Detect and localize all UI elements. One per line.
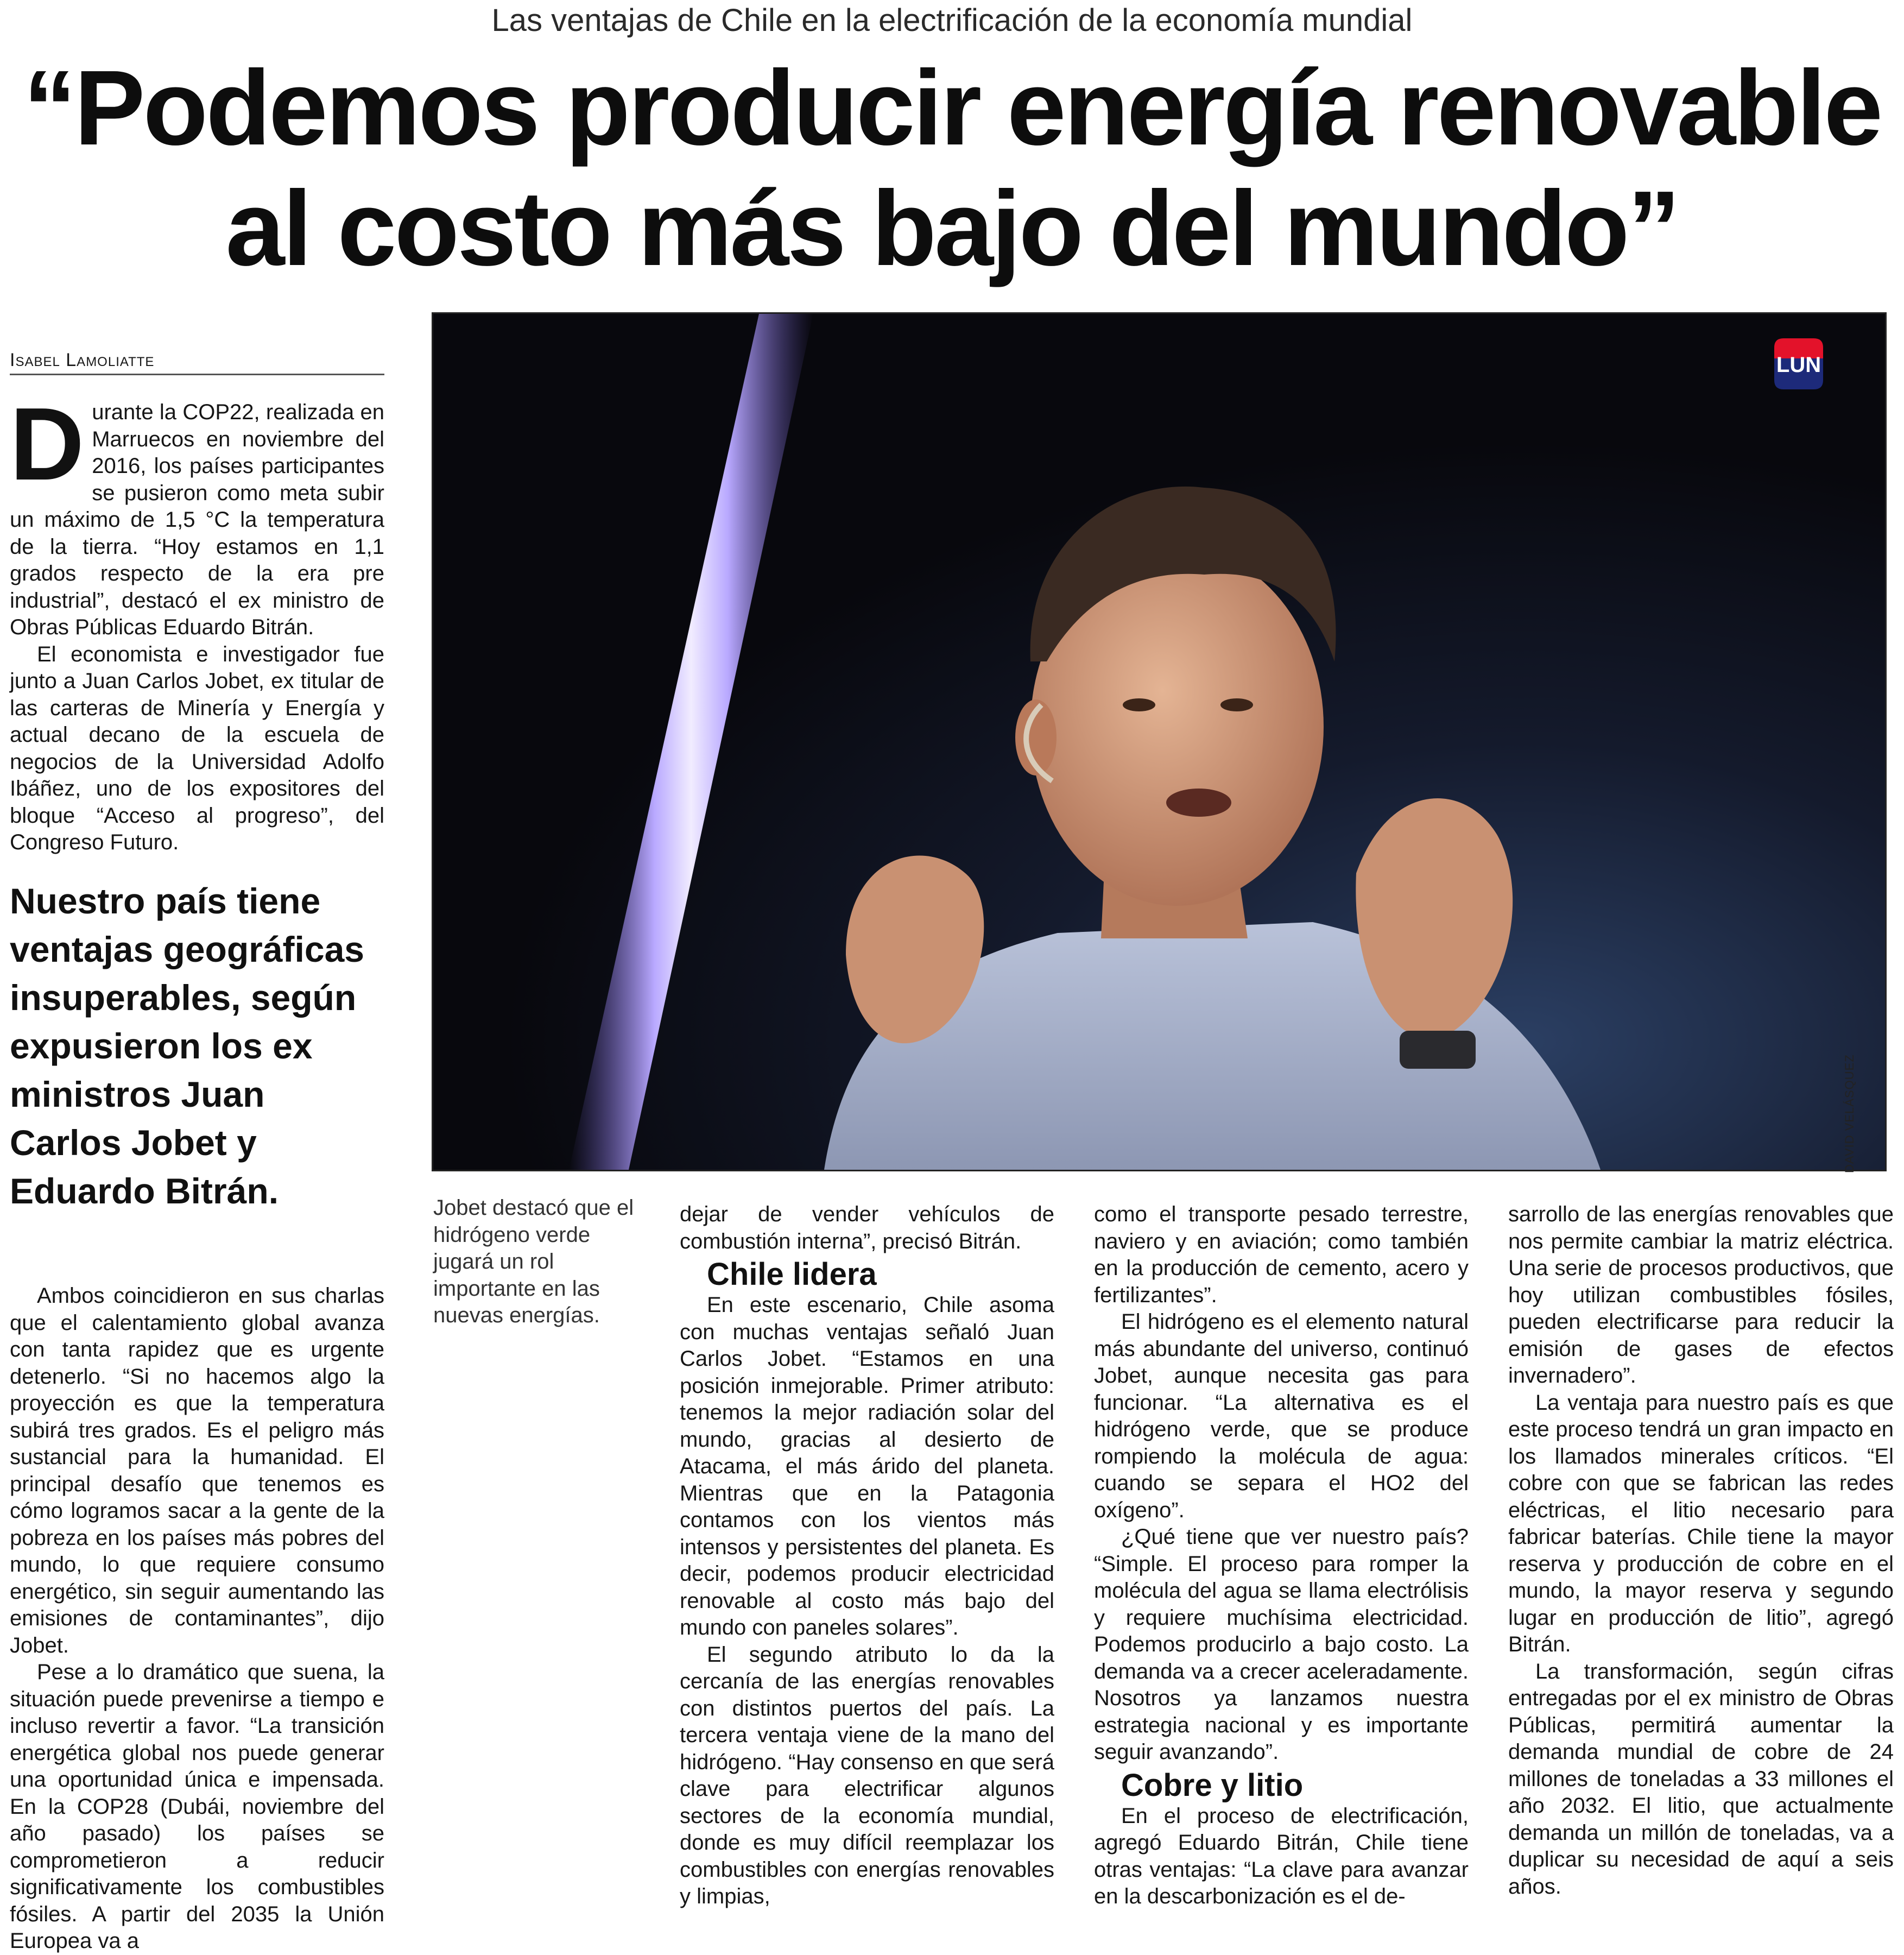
drop-cap: D	[10, 387, 85, 502]
column-2	[680, 1201, 1054, 1910]
speaker-photo-illustration	[433, 314, 1885, 1170]
paragraph: La transformación, según cifras entregadas por el ex ministro de Obras Públicas, permitirá aumentar la demanda mundial de cobre de 24 millones de toneladas a 33 millones el año 2032. El litio, que actualmente demanda un millón de toneladas, va a duplicar su necesidad de aquí a seis años.	[1508, 1659, 1894, 1899]
column-4	[1508, 1201, 1894, 1900]
speaker-mouth	[1166, 789, 1231, 817]
paragraph: dejar de vender vehículos de combustión interna”, precisó Bitrán.	[680, 1202, 1054, 1253]
column-3	[1094, 1201, 1469, 1910]
paragraph: ¿Qué tiene que ver nuestro país? “Simple. El proceso para romper la molécula del agua se llama electrólisis y requiere muchísima electricidad. Podemos producirlo a bajo costo. La demanda va a crecer aceleradamente. Nosotros ya lanzamos nuestra estrategia nacional y es importante seguir avanzando”.	[1094, 1525, 1469, 1764]
kicker: Las ventajas de Chile en la electrificación de la economía mundial	[491, 3, 1413, 38]
paragraph: como el transporte pesado terrestre, naviero y en aviación; como también en la producción de cemento, acero y fertilizantes”.	[1094, 1202, 1469, 1307]
paragraph: La ventaja para nuestro país es que este proceso tendrá un gran impacto en los llamados minerales críticos. “El cobre con que se fabrican las redes eléctricas, el litio necesario para fabricar baterías. Chile tiene la mayor reserva y producción de cobre en el mundo, la mayor reserva y segundo lugar en producción de litio”, agregó Bitrán.	[1508, 1390, 1894, 1656]
paragraph-text: urante la COP22, realizada en Marruecos en noviembre del 2016, los países participantes se pusieron como meta subir un máximo de 1,5 °C la temperatura de la tierra. “Hoy estamos en 1,1 grados respecto de la era pre industrial”, destacó el ex ministro de Obras Públicas Eduardo Bitrán.	[10, 400, 384, 639]
headline-line-2: al costo más bajo del mundo”	[225, 169, 1679, 288]
byline: Isabel Lamoliatte	[10, 348, 384, 375]
headline-line-1: “Podemos producir energía renovable	[23, 48, 1881, 167]
paragraph: El segundo atributo lo da la cercanía de las energías renovables con distintos puertos del país. La tercera ventaja viene de la mano del hidrógeno. “Hay consenso en que será clave para electrificar algunos sectores de la economía mundial, donde es muy difícil reemplazar los combustibles con energías renovables y limpias,	[680, 1642, 1054, 1908]
photo-credit: DAVID VELÁSQUEZ	[1843, 1054, 1856, 1173]
photo-caption: Jobet destacó que el hidrógeno verde jugará un rol importante en las nuevas energías.	[433, 1196, 634, 1327]
paragraph	[10, 387, 384, 641]
paragraph: El economista e investigador fue junto a Juan Carlos Jobet, ex titular de las carteras de Minería y Energía y actual decano de la escuela de negocios de la Universidad Adolfo Ibáñez, uno de los expositores del bloque “Acceso al progreso”, del Congreso Futuro.	[10, 642, 384, 854]
pull-quote: Nuestro país tiene ventajas geográficas insuperables, según expusieron los ex ministros Juan Carlos Jobet y Eduardo Bitrán.	[10, 881, 364, 1211]
column-1-bottom	[10, 1283, 384, 1955]
lun-logo	[1769, 334, 1829, 394]
article-photo	[432, 312, 1887, 1171]
paragraph: Pese a lo dramático que suena, la situación puede prevenirse a tiempo e incluso revertir a favor. “La transición energética global nos puede generar una oportunidad única e impensada. En la COP28 (Dubái, noviembre del año pasado) los países se comprometieron a reducir significativamente los combustibles fósiles. A partir del 2035 la Unión Europea va a	[10, 1660, 384, 1953]
paragraph: Ambos coincidieron en sus charlas que el calentamiento global avanza con tanta rapidez que es urgente detenerlo. “Si no hacemos algo la proyección es que la temperatura subirá tres grados. Es el peligro más sustancial para la humanidad. El principal desafío que tenemos es cómo logramos sacar a la gente de la pobreza en los países más pobres del mundo, lo que requiere consumo energético, sin seguir aumentando las emisiones de contaminantes”, dijo Jobet.	[10, 1284, 384, 1657]
subheading: Chile lidera	[707, 1257, 877, 1292]
logo-text: LUN	[1776, 353, 1821, 377]
paragraph: En este escenario, Chile asoma con muchas ventajas señaló Juan Carlos Jobet. “Estamos en una posición inmejorable. Primer atributo: tenemos la mejor radiación solar del mundo, gracias al desierto de Atacama, el más árido del planeta. Mientras que en la Patagonia contamos con los vientos más intensos y persistentes del planeta. Es decir, podemos producir electricidad renovable al costo más bajo del mundo con paneles solares”.	[680, 1293, 1054, 1639]
paragraph: sarrollo de las energías renovables que nos permite cambiar la matriz eléctrica. Una serie de procesos productivos, que hoy utilizan combustibles fósiles, pueden electrificarse para reducir la emisión de gases de efectos invernadero”.	[1508, 1202, 1894, 1388]
paragraph: El hidrógeno es el elemento natural más abundante del universo, continuó Jobet, aunque necesita gas para funcionar. “La alternativa es el hidrógeno verde, que se produce rompiendo la molécula de agua: cuando se separa el HO2 del oxígeno”.	[1094, 1310, 1469, 1522]
speaker-eye-right	[1220, 698, 1253, 711]
wrist-watch	[1400, 1031, 1476, 1069]
subheading: Cobre y litio	[1121, 1767, 1304, 1803]
paragraph: En el proceso de electrificación, agregó Eduardo Bitrán, Chile tiene otras ventajas: “La clave para avanzar en la descarbonización es el de-	[1094, 1803, 1469, 1908]
column-1-top	[10, 387, 384, 856]
headline	[0, 48, 1904, 289]
speaker-eye-left	[1123, 698, 1155, 711]
